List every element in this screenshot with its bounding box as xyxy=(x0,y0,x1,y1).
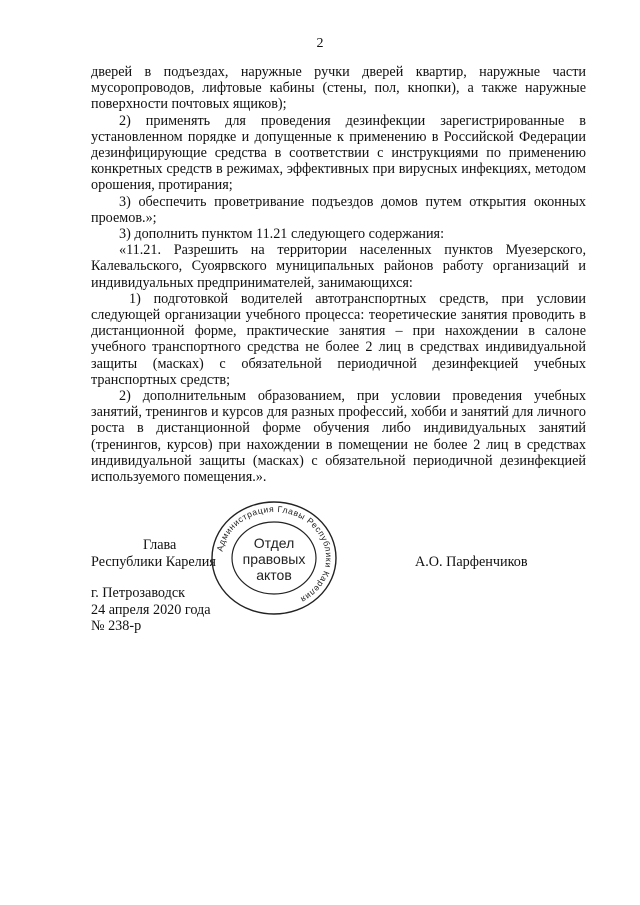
document-date: 24 апреля 2020 года xyxy=(91,601,211,618)
signatory-position xyxy=(91,537,216,571)
stamp-ring-text: Администрация Главы Республики Карелия xyxy=(214,503,335,606)
document-body xyxy=(91,64,586,485)
page-number: 2 xyxy=(316,36,324,51)
document-place-date xyxy=(91,585,211,635)
paragraph-item-2: 2) применять для проведения дезинфекции зарегистрированные в установленном порядке и допущенные к применению в Российской Федерации дезинфицирующие средства в соответствии с инструкциями по применению конкретных средств в режимах, эффективных при вирусных инфекциях, методом орошения, протирания; xyxy=(91,112,586,194)
paragraph-clause-11-21: «11.21. Разрешить на территории населенных пунктов Муезерского, Калевальского, Суоярвского муниципальных районов работу организаций и индивидуальных предпринимателей, занимающихся: xyxy=(91,242,586,291)
document-city: г. Петрозаводск xyxy=(91,585,186,601)
stamp-center-line3: актов xyxy=(256,567,292,583)
paragraph-subitem-2: 2) дополнительным образованием, при условии проведения учебных занятий, тренингов и курсов для разных профессий, хобби и занятий для личного роста в дистанционной форме обучения либо индивидуальных занятий (тренингов, курсов) при нахождении в помещении не более 2 лиц в средствах индивидуальной защиты (масках) с обязательной периодичной дезинфекцией используемого помещения.». xyxy=(91,388,586,486)
paragraph-continuation: дверей в подъездах, наружные ручки дверей квартир, наружные части мусоропроводов, лифтовые кабины (стены, пол, кнопки), а также наружные поверхности почтовых ящиков); xyxy=(91,64,586,113)
signatory-name: А.О. Парфенчиков xyxy=(415,554,528,570)
signatory-position-line2: Республики Карелия xyxy=(91,554,216,570)
stamp-seal xyxy=(204,498,344,618)
document-number: № 238-р xyxy=(91,618,142,634)
paragraph-subitem-1: 1) подготовкой водителей автотранспортных средств, при условии следующей организации учебного процесса: теоретические занятия проводить в дистанционной форме, практические занятия – при нахождении в салоне учебного транспортного средства не более 2 лиц в средствах индивидуальной защиты (масках) с обязательной периодичной дезинфекцией учебных транспортных средств; xyxy=(91,290,586,388)
stamp-center-line1: Отдел xyxy=(253,535,295,551)
paragraph-amendment: 3) дополнить пунктом 11.21 следующего содержания: xyxy=(119,226,445,243)
signatory-position-line1: Глава xyxy=(143,537,177,553)
stamp-center-line2: правовых xyxy=(242,551,306,567)
paragraph-item-3: 3) обеспечить проветривание подъездов домов путем открытия оконных проемов.»; xyxy=(91,193,586,226)
